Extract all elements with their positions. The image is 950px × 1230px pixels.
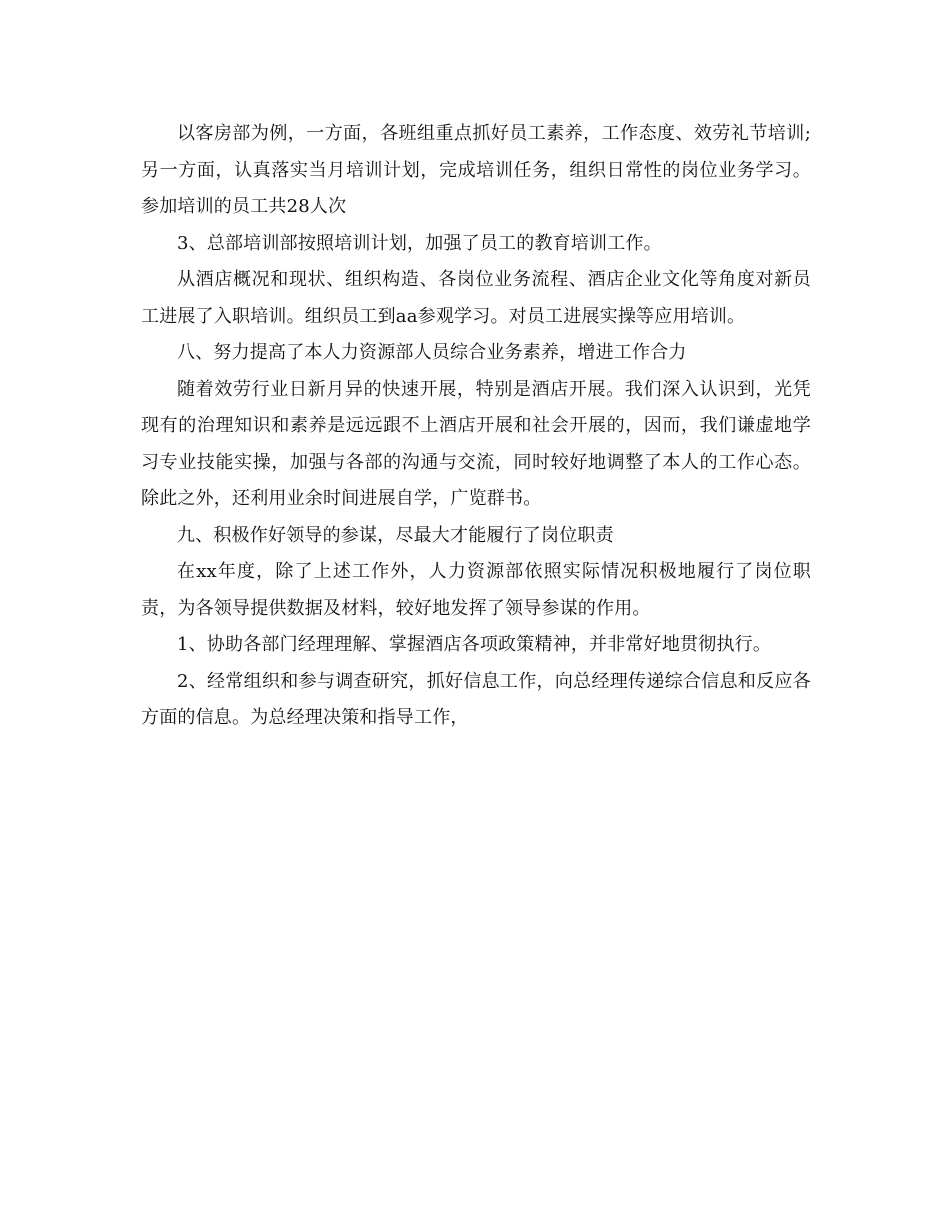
paragraph-9: 2、经常组织和参与调查研究，抓好信息工作，向总经理传递综合信息和反应各方面的信息。为总经理决策和指导工作， [141, 670, 811, 728]
paragraph-1: 以客房部为例，一方面，各班组重点抓好员工素养，工作态度、效劳礼节培训;另一方面，认真落实当月培训计划，完成培训任务，组织日常性的岗位业务学习。参加培训的员工共28人次 [141, 123, 811, 217]
paragraph-7: 在xx年度，除了上述工作外，人力资源部依照实际情况积极地履行了岗位职责，为各领导提供数据及材料，较好地发挥了领导参谋的作用。 [141, 561, 811, 619]
document-body [141, 116, 811, 737]
paragraph-2: 3、总部培训部按照培训计划，加强了员工的教育培训工作。 [177, 232, 662, 254]
paragraph-6: 九、积极作好领导的参谋，尽最大才能履行了岗位职责 [177, 524, 614, 546]
paragraph-3: 从酒店概况和现状、组织构造、各岗位业务流程、酒店企业文化等角度对新员工进展了入职培训。组织员工到aa参观学习。对员工进展实操等应用培训。 [141, 269, 811, 327]
paragraph-5: 随着效劳行业日新月异的快速开展，特别是酒店开展。我们深入认识到，光凭现有的治理知识和素养是远远跟不上酒店开展和社会开展的，因而，我们谦虚地学习专业技能实操，加强与各部的沟通与交流，同时较好地调整了本人的工作心态。除此之外，还利用业余时间进展自学，广览群书。 [141, 378, 811, 509]
paragraph-4: 八、努力提高了本人力资源部人员综合业务素养，增进工作合力 [177, 342, 687, 363]
paragraph-8: 1、协助各部门经理理解、掌握酒店各项政策精神，并非常好地贯彻执行。 [177, 634, 772, 655]
